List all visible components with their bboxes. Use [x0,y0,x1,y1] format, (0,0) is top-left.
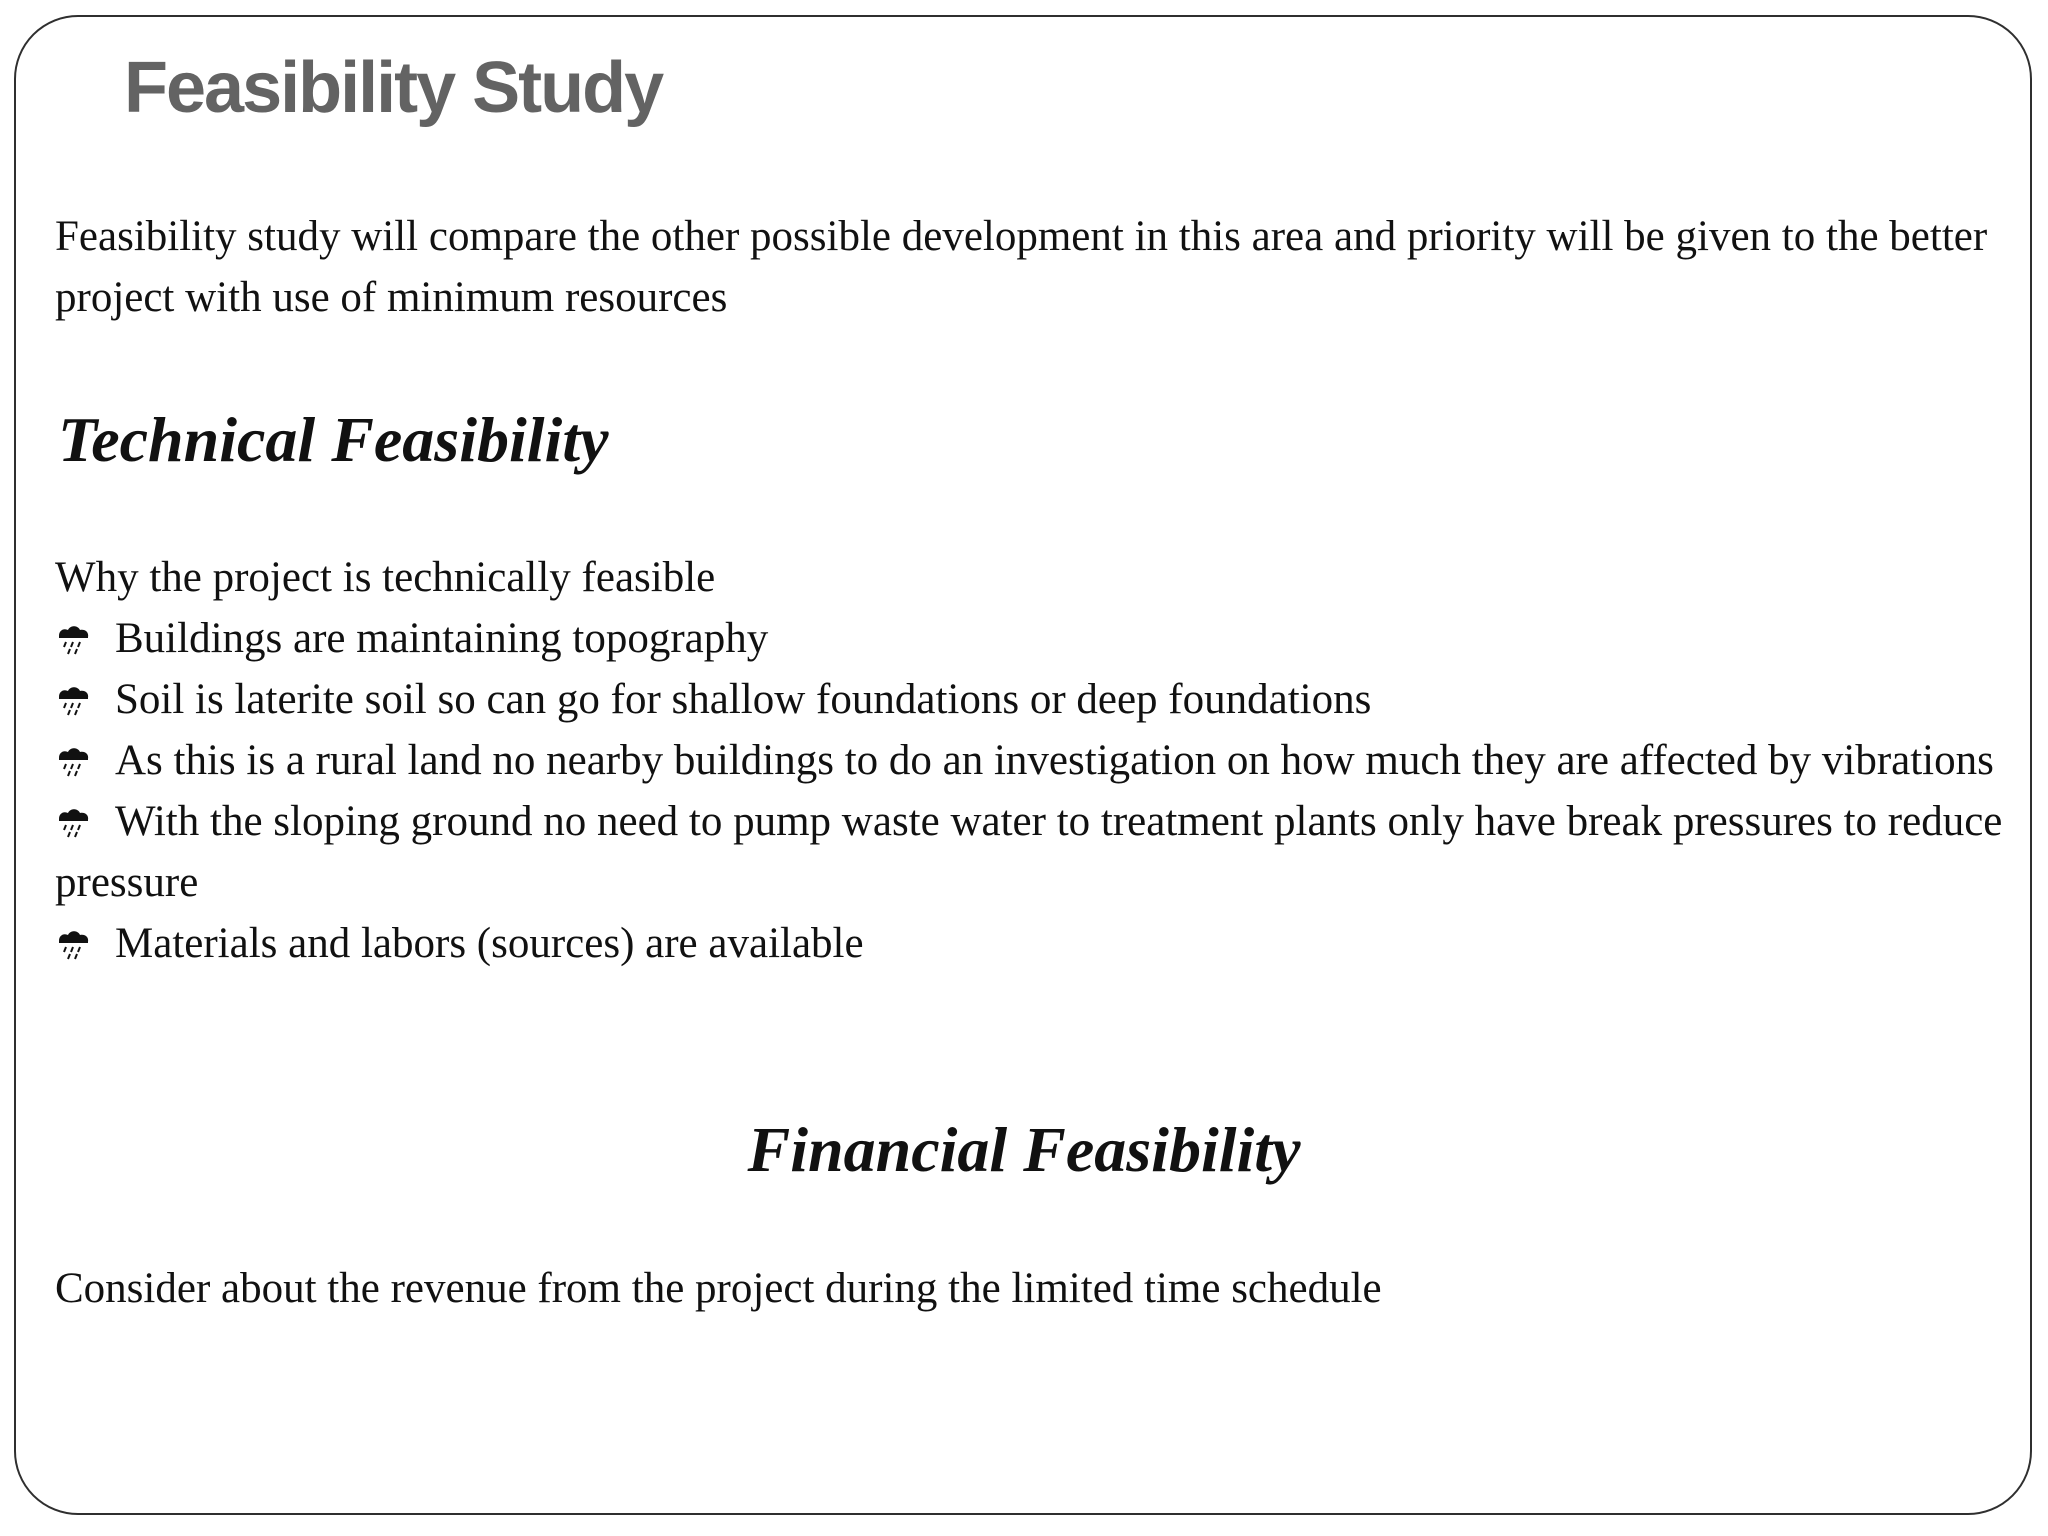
technical-bullet-list [55,608,2005,974]
rain-cloud-icon [55,683,91,717]
bullet-text: Soil is laterite soil so can go for shallow foundations or deep foundations [115,676,1372,723]
list-item [55,608,2005,669]
slide-title: Feasibility Study [124,48,663,128]
technical-lead-text: Why the project is technically feasible [55,554,716,601]
list-item [55,669,2005,730]
rain-cloud-icon [55,805,91,839]
financial-text: Consider about the revenue from the project during the limited time schedule [55,1265,1382,1312]
bullet-text: Buildings are maintaining topography [115,615,769,662]
rain-cloud-icon [55,927,91,961]
technical-feasibility-heading: Technical Feasibility [58,404,609,475]
list-item [55,913,2005,974]
bullet-text: With the sloping ground no need to pump waste water to treatment plants only have break pressures to reduce pressure [55,798,2003,906]
list-item [55,730,2005,791]
rain-cloud-icon [55,744,91,778]
bullet-text: As this is a rural land no nearby buildings to do an investigation on how much they are affected by vibrations [115,737,1994,784]
financial-feasibility-heading: Financial Feasibility [747,1114,1301,1185]
bullet-text: Materials and labors (sources) are available [115,920,864,967]
intro-paragraph: Feasibility study will compare the other possible development in this area and priority will be given to the better project with use of minimum resources [55,213,1988,321]
list-item [55,791,2005,913]
rain-cloud-icon [55,622,91,656]
